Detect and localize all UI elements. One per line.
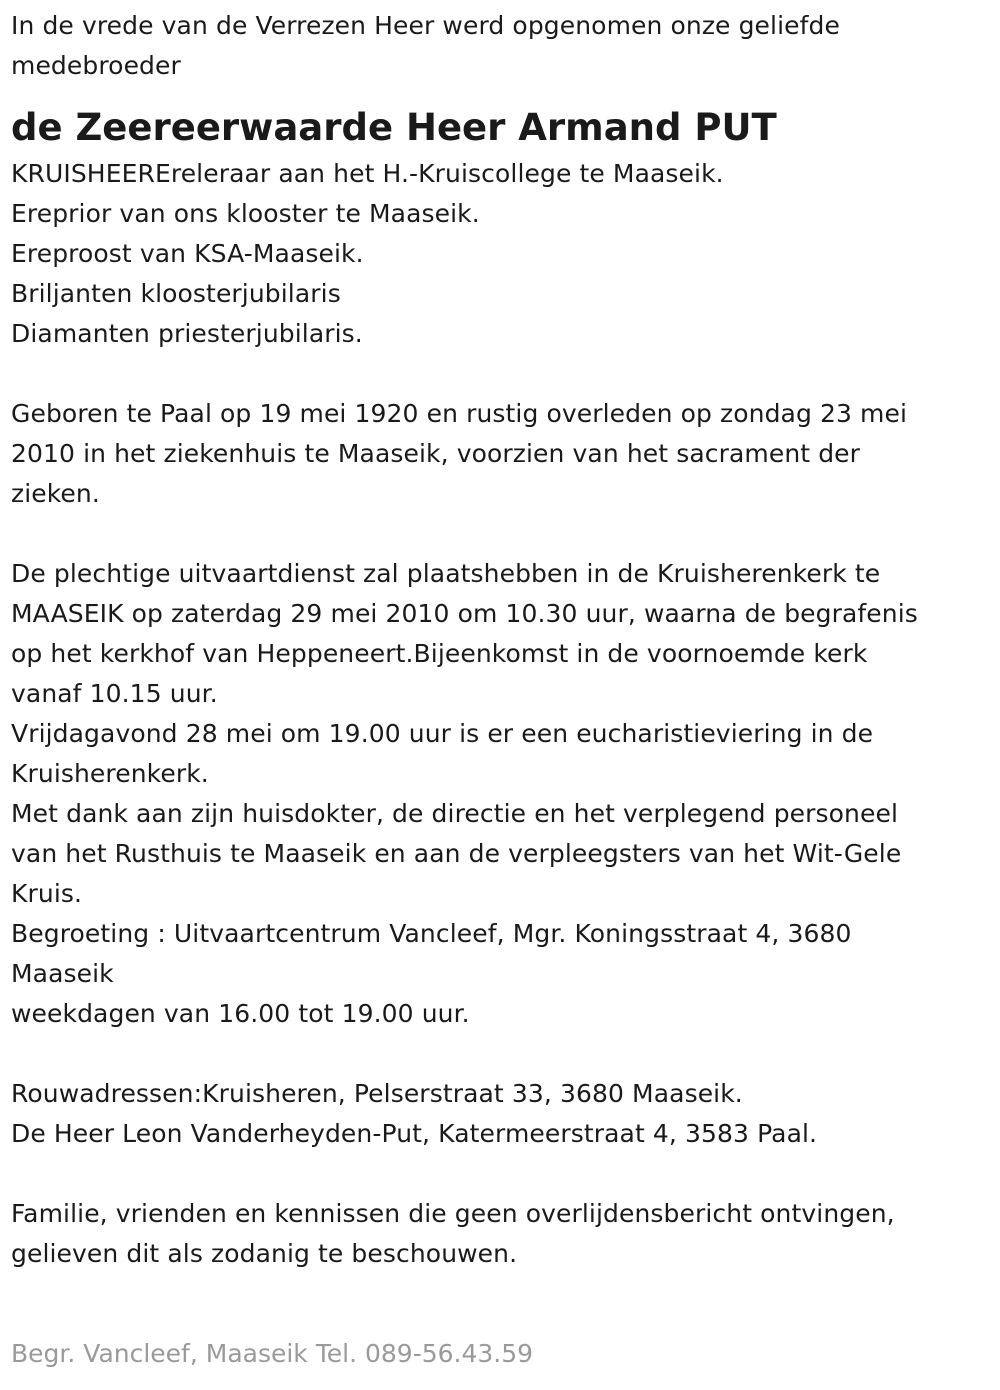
birth-death-line: Geboren te Paal op 19 mei 1920 en rustig overleden op zondag 23 mei bbox=[11, 399, 908, 428]
ceremony-line: De plechtige uitvaartdienst zal plaatshebben in de Kruisherenkerk te bbox=[11, 559, 881, 588]
title-line: Ereproost van KSA-Maaseik. bbox=[11, 239, 364, 268]
title-line: Diamanten priesterjubilaris. bbox=[11, 319, 363, 348]
intro-paragraph bbox=[11, 6, 986, 86]
intro-line: medebroeder bbox=[11, 51, 181, 80]
title-line: Ereprior van ons klooster te Maaseik. bbox=[11, 199, 480, 228]
ceremony-paragraph bbox=[11, 554, 986, 1034]
funeral-home-footer: Begr. Vancleef, Maaseik Tel. 089-56.43.59 bbox=[11, 1339, 534, 1368]
ceremony-line: van het Rusthuis te Maaseik en aan de verpleegsters van het Wit-Gele bbox=[11, 839, 902, 868]
closing-line: Familie, vrienden en kennissen die geen overlijdensbericht ontvingen, bbox=[11, 1199, 895, 1228]
ceremony-line: Maaseik bbox=[11, 959, 114, 988]
spacer bbox=[11, 514, 986, 554]
addresses-paragraph bbox=[11, 1074, 986, 1154]
ceremony-line: Vrijdagavond 28 mei om 19.00 uur is er een eucharistieviering in de bbox=[11, 719, 874, 748]
spacer bbox=[11, 1034, 986, 1074]
titles-list bbox=[11, 154, 986, 354]
closing-line: gelieven dit als zodanig te beschouwen. bbox=[11, 1239, 518, 1268]
intro-line: In de vrede van de Verrezen Heer werd opgenomen onze geliefde bbox=[11, 11, 840, 40]
ceremony-line: vanaf 10.15 uur. bbox=[11, 679, 218, 708]
ceremony-line: MAASEIK op zaterdag 29 mei 2010 om 10.30 uur, waarna de begrafenis bbox=[11, 599, 918, 628]
ceremony-line: op het kerkhof van Heppeneert.Bijeenkomst in de voornoemde kerk bbox=[11, 639, 868, 668]
birth-death-line: zieken. bbox=[11, 479, 100, 508]
ceremony-line: Kruis. bbox=[11, 879, 83, 908]
birth-death-line: 2010 in het ziekenhuis te Maaseik, voorzien van het sacrament der bbox=[11, 439, 861, 468]
obituary-notice bbox=[11, 6, 986, 1274]
address-line: Rouwadressen:Kruisheren, Pelserstraat 33, 3680 Maaseik. bbox=[11, 1079, 743, 1108]
ceremony-line: Met dank aan zijn huisdokter, de directie en het verplegend personeel bbox=[11, 799, 899, 828]
spacer bbox=[11, 354, 986, 394]
closing-paragraph bbox=[11, 1194, 986, 1274]
title-line: Briljanten kloosterjubilaris bbox=[11, 279, 341, 308]
birth-death-paragraph bbox=[11, 394, 986, 514]
ceremony-line: Kruisherenkerk. bbox=[11, 759, 209, 788]
title-line: KRUISHEEREreleraar aan het H.-Kruiscollege te Maaseik. bbox=[11, 159, 724, 188]
ceremony-line: weekdagen van 16.00 tot 19.00 uur. bbox=[11, 999, 470, 1028]
spacer bbox=[11, 1154, 986, 1194]
address-line: De Heer Leon Vanderheyden-Put, Katermeerstraat 4, 3583 Paal. bbox=[11, 1119, 818, 1148]
deceased-name: de Zeereerwaarde Heer Armand PUT bbox=[11, 106, 777, 149]
ceremony-line: Begroeting : Uitvaartcentrum Vancleef, Mgr. Koningsstraat 4, 3680 bbox=[11, 919, 852, 948]
